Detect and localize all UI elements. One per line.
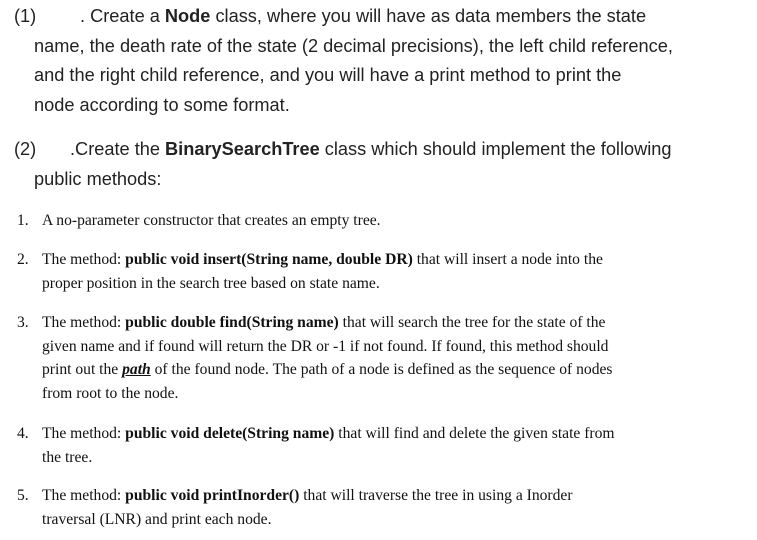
bold-term: public void insert(String name, double DR) xyxy=(125,251,413,268)
list-item-line xyxy=(42,508,271,532)
text-segment: the tree. xyxy=(42,448,93,466)
list-item-line xyxy=(42,248,603,272)
text-segment: given name and if found will return the DR or -1 if not found. If found, this method should xyxy=(42,337,609,355)
text-segment: name, the death rate of the state (2 decimal precisions), the left child reference, xyxy=(34,35,673,56)
bold-term: public void delete(String name) xyxy=(125,425,335,442)
text-segment: that will find and delete the given state from xyxy=(334,425,615,442)
text-segment: class, where you will have as data members the state xyxy=(210,6,647,26)
section-2-number: (2) xyxy=(14,139,37,159)
text-segment: .Create the xyxy=(70,139,166,159)
section-1 xyxy=(14,2,744,122)
text-segment: that will traverse the tree in using a Inorder xyxy=(299,487,573,504)
list-item-number: 1. xyxy=(17,212,29,229)
bold-term: BinarySearchTree xyxy=(165,139,320,159)
emphasized-term: path xyxy=(122,361,151,378)
list-item-number: 2. xyxy=(17,251,29,268)
text-segment: . Create a xyxy=(80,6,165,26)
section-1-line xyxy=(34,91,290,121)
section-1-line xyxy=(34,61,621,91)
text-segment: from root to the node. xyxy=(42,384,179,402)
list-item-line xyxy=(42,335,608,359)
text-segment: proper position in the search tree based on state name. xyxy=(42,274,380,292)
text-segment: traversal (LNR) and print each node. xyxy=(42,510,272,528)
section-2 xyxy=(14,135,744,195)
list-item-line xyxy=(42,209,381,233)
section-1-line xyxy=(34,32,673,62)
section-2-line xyxy=(34,165,161,195)
text-segment: class which should implement the following xyxy=(319,139,672,159)
text-segment: The method: xyxy=(42,487,126,504)
list-item-line xyxy=(42,311,605,335)
list-item-number: 4. xyxy=(17,425,29,442)
bold-term: public double find(String name) xyxy=(125,314,339,331)
text-segment: and the right child reference, and you will have a print method to print the xyxy=(34,65,622,85)
section-1-line xyxy=(80,2,646,32)
list-item-line xyxy=(42,382,178,406)
text-segment: of the found node. The path of a node is defined as the sequence of nodes xyxy=(150,361,613,378)
bold-term: public void printInorder() xyxy=(125,487,300,504)
text-segment: that will insert a node into the xyxy=(412,251,603,268)
text-segment: public methods: xyxy=(34,168,162,189)
list-item-line xyxy=(42,484,573,508)
list-item-number: 3. xyxy=(17,314,29,331)
bold-term: Node xyxy=(164,6,211,26)
list-item-line xyxy=(42,422,615,446)
text-segment: node according to some format. xyxy=(34,94,290,115)
section-2-line xyxy=(70,135,672,165)
list-item-line xyxy=(42,358,613,382)
text-segment: The method: xyxy=(42,314,126,331)
list-item-line xyxy=(42,272,380,296)
text-segment: The method: xyxy=(42,425,126,442)
text-segment: The method: xyxy=(42,251,126,268)
text-segment: that will search the tree for the state of the xyxy=(338,314,606,331)
section-1-number: (1) xyxy=(14,6,37,26)
text-segment: print out the xyxy=(42,361,123,378)
list-item-number: 5. xyxy=(17,487,29,504)
list-item-line xyxy=(42,446,92,470)
text-segment: A no-parameter constructor that creates an empty tree. xyxy=(42,212,381,229)
